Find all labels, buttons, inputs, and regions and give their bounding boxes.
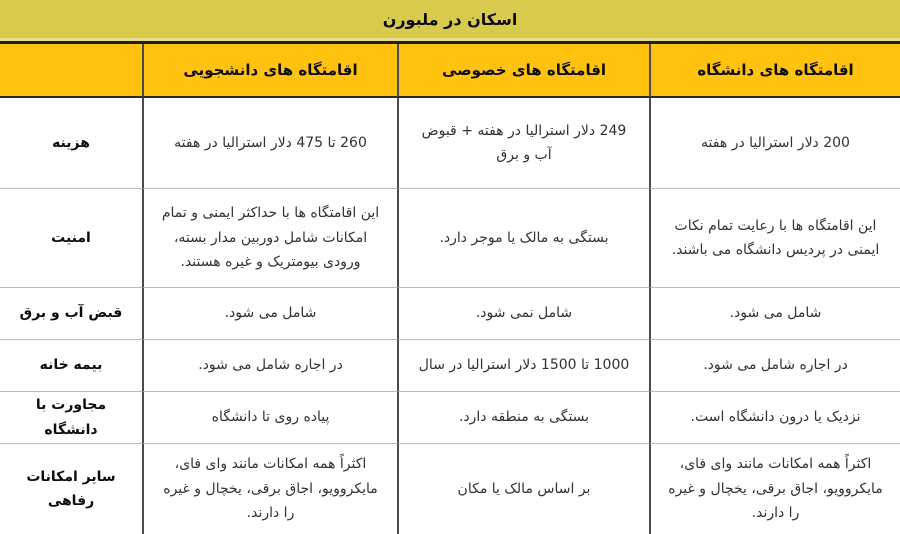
cell-cost-university: 200 دلار استرالیا در هفته: [649, 96, 900, 188]
row-label-insurance: بیمه خانه: [0, 339, 142, 391]
table-title-bar: [0, 0, 900, 38]
row-label-security: امنیت: [0, 188, 142, 287]
cell-security-university: این اقامتگاه ها با رعایت تمام نکات ایمنی در پردیس دانشگاه می باشند.: [649, 188, 900, 287]
cell-utility-private: شامل نمی شود.: [397, 287, 649, 339]
row-label-utility-bill: قبض آب و برق: [0, 287, 142, 339]
cell-insurance-student: در اجاره شامل می شود.: [142, 339, 397, 391]
row-label-proximity: مجاورت با دانشگاه: [0, 391, 142, 443]
table-title: اسکان در ملبورن: [382, 9, 518, 29]
cell-security-student: این اقامتگاه ها با حداکثر ایمنی و تمام امکانات شامل دوربین مدار بسته، ورودی بیومتریک و غیره هستند.: [142, 188, 397, 287]
row-label-cost: هزینه: [0, 96, 142, 188]
cell-cost-student: 260 تا 475 دلار استرالیا در هفته: [142, 96, 397, 188]
cell-amenities-student: اکثراً همه امکانات مانند وای فای، مایکروویو، اجاق برقی، یخچال و غیره را دارند.: [142, 443, 397, 534]
column-header-university: اقامتگاه های دانشگاه: [649, 44, 900, 96]
cell-utility-student: شامل می شود.: [142, 287, 397, 339]
header-corner-cell: [0, 44, 142, 96]
cell-insurance-university: در اجاره شامل می شود.: [649, 339, 900, 391]
cell-amenities-university: اکثراً همه امکانات مانند وای فای، مایکروویو، اجاق برقی، یخچال و غیره را دارند.: [649, 443, 900, 534]
cell-utility-university: شامل می شود.: [649, 287, 900, 339]
cell-proximity-student: پیاده روی تا دانشگاه: [142, 391, 397, 443]
cell-cost-private: 249 دلار استرالیا در هفته + قبوض آب و برق: [397, 96, 649, 188]
column-header-student: اقامتگاه های دانشجویی: [142, 44, 397, 96]
cell-security-private: بستگی به مالک یا موجر دارد.: [397, 188, 649, 287]
table-grid: [0, 44, 900, 534]
row-label-amenities: سایر امکانات رفاهی: [0, 443, 142, 534]
cell-proximity-university: نزدیک یا درون دانشگاه است.: [649, 391, 900, 443]
cell-insurance-private: 1000 تا 1500 دلار استرالیا در سال: [397, 339, 649, 391]
cell-amenities-private: بر اساس مالک یا مکان: [397, 443, 649, 534]
column-header-private: اقامتگاه های خصوصی: [397, 44, 649, 96]
cell-proximity-private: بستگی به منطقه دارد.: [397, 391, 649, 443]
